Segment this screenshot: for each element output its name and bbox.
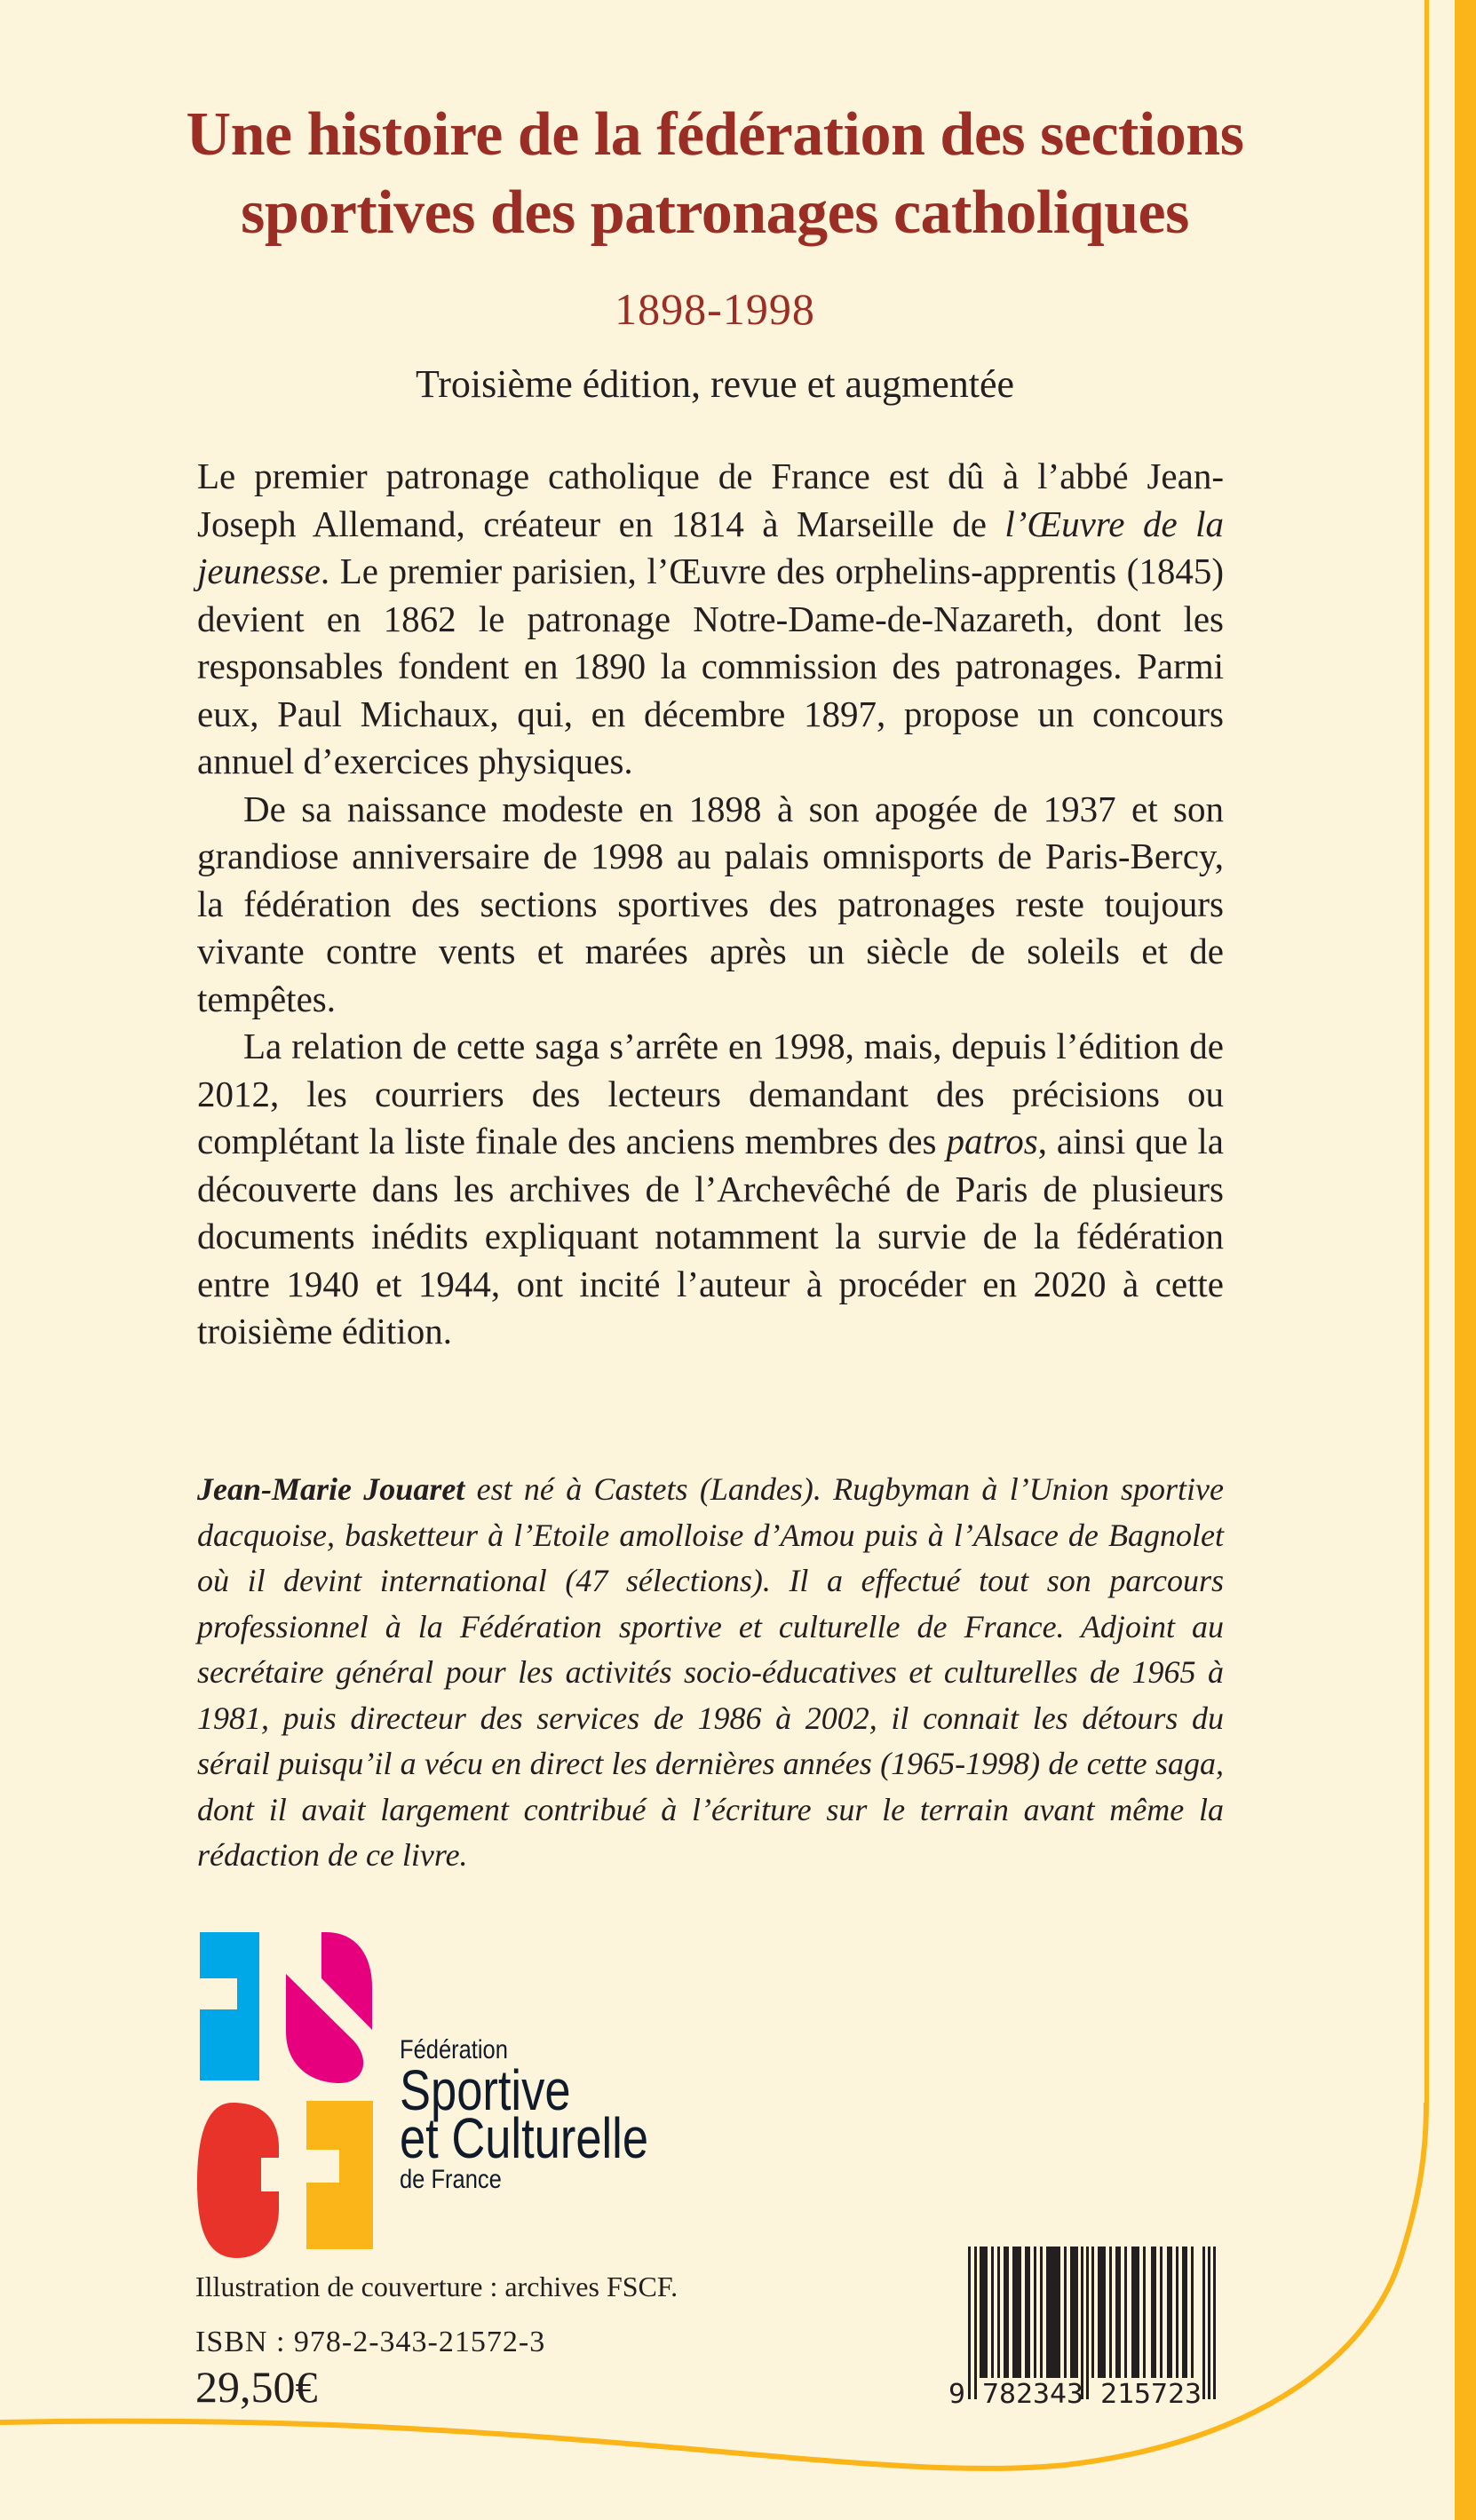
fscf-logo-text — [400, 2035, 703, 2199]
logo-line-2: Sportive — [400, 2058, 571, 2122]
date-range: 1898-1998 — [615, 284, 815, 334]
blurb-text: . Le premier parisien, l’Œuvre des orphelins-apprentis (1845) devient en 1862 le patronage Notre-Dame-de-Nazareth, dont les responsables fondent en 1890 la commission des patronages. Parmi eux, Paul Michaux, qui, en décembre 1897, propose un concours annuel d’exercices physiques. — [197, 551, 1224, 781]
decorative-thin-stripe — [1424, 0, 1429, 2104]
price: 29,50€ — [195, 2362, 318, 2412]
barcode-digits: 9 782343 215723 — [948, 2379, 1202, 2406]
illustration-credit: Illustration de couverture : archives FSCF. — [195, 2270, 678, 2302]
blurb-paragraph-1 — [197, 453, 1224, 786]
blurb-italic-title: l’Œuvre de la jeunesse — [197, 503, 1224, 591]
author-bio — [197, 1467, 1224, 1879]
blurb-paragraph-2: De sa naissance modeste en 1898 à son apogée de 1937 et son grandiose anniversaire de 1998 au palais omnisports de Paris-Bercy, la fédération des sections sportives des patronages reste toujours vivante contre vents et marées après un siècle de soleils et de tempêtes. — [197, 788, 1224, 1019]
title-line-1: Une histoire de la fédération des sections — [186, 100, 1244, 169]
logo-line-4: de France — [400, 2165, 502, 2194]
blurb-paragraph-3 — [197, 1023, 1224, 1356]
blurb — [197, 453, 1224, 1356]
ean13-barcode-icon — [948, 2247, 1226, 2406]
title-line-2: sportives des patronages catholiques — [241, 178, 1189, 247]
edition-subtitle: Troisième édition, revue et augmentée — [415, 362, 1015, 406]
author-name: Jean-Marie Jouaret — [197, 1471, 465, 1507]
blurb-text: La relation de cette saga s’arrête en 1998, mais, depuis l’édition de 2012, les courriers des lecteurs demandant des précisions ou complétant la liste finale des anciens membres des — [197, 1026, 1224, 1161]
logo-line-1: Fédération — [400, 2035, 508, 2064]
blurb-italic-word: patros — [946, 1121, 1038, 1161]
author-bio-text: est né à Castets (Landes). Rugbyman à l’Union sportive dacquoise, basketteur à l’Etoile amolloise d’Amou puis à l’Alsace de Bagnolet où il devint international (47 sélections). Il a effectué tout son parcours professionnel à la Fédération sportive et culturelle de France. Adjoint au secrétaire général pour les activités socio-éducatives et culturelles de 1965 à 1981, puis directeur des services de 1986 à 2002, il connait les détours du sérail puisqu’il a vécu en direct les dernières années (1965-1998) de cette saga, dont il avait largement contribué à l’écriture sur le terrain avant même la rédaction de ce livre. — [197, 1471, 1225, 1873]
blurb-text: Le premier patronage catholique de France est dû à l’abbé Jean-Joseph Allemand, créateur en 1814 à Marseille de — [197, 456, 1224, 544]
isbn: ISBN : 978-2-343-21572-3 — [195, 2326, 546, 2358]
book-title — [124, 96, 1305, 252]
decorative-thick-stripe — [1455, 0, 1476, 2520]
blurb-text: , ainsi que la découverte dans les archives de l’Archevêché de Paris de plusieurs documents inédits expliquant notamment la survie de la fédération entre 1940 et 1944, ont incité l’auteur à procéder en 2020 à cette troisième édition. — [197, 1121, 1224, 1351]
logo-line-3: et Culturelle — [400, 2106, 649, 2170]
